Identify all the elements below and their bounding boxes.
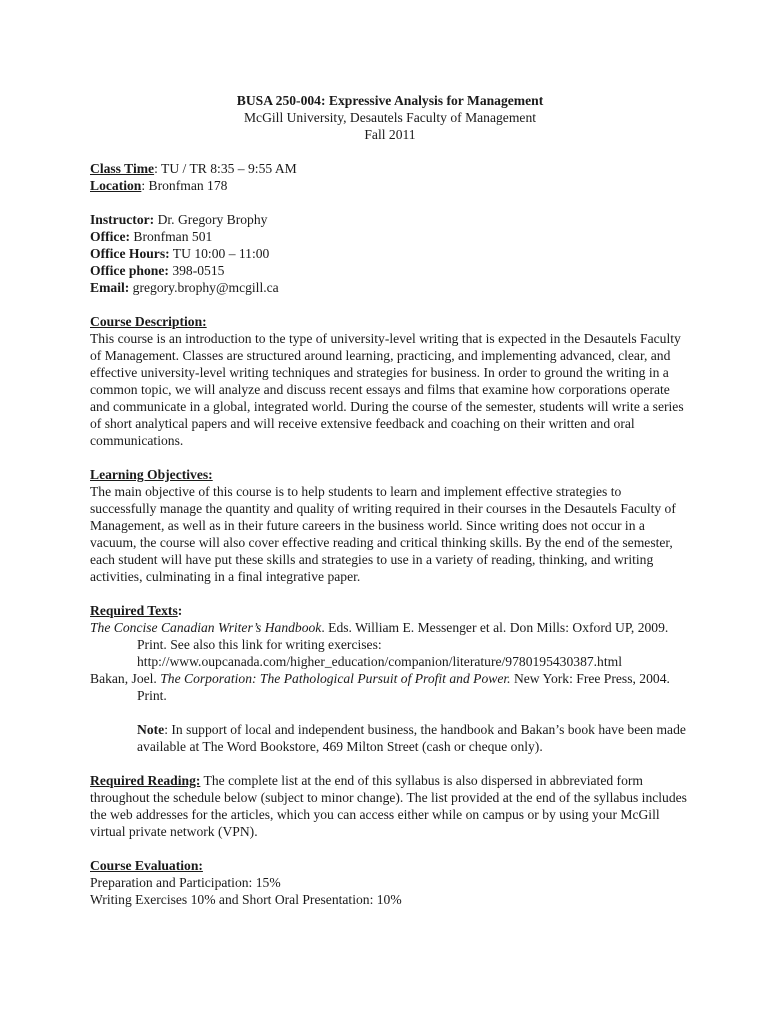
evaluation-item: Preparation and Participation: 15% bbox=[90, 875, 281, 890]
course-title: BUSA 250-004: Expressive Analysis for Management bbox=[236, 93, 544, 108]
location-label: Location bbox=[90, 178, 142, 193]
institution: McGill University, Desautels Faculty of Management bbox=[243, 110, 537, 125]
required-text-2 bbox=[90, 670, 690, 704]
office-phone-value: 398-0515 bbox=[168, 263, 225, 278]
required-reading bbox=[90, 772, 690, 840]
office-hours-label: Office Hours: bbox=[90, 246, 170, 261]
evaluation-item: Writing Exercises 10% and Short Oral Presentation: 10% bbox=[90, 892, 402, 907]
email-value: gregory.brophy@mcgill.ca bbox=[129, 280, 279, 295]
instructor-label: Instructor: bbox=[90, 212, 155, 227]
email-line bbox=[90, 279, 690, 296]
class-time-value: : TU / TR 8:35 – 9:55 AM bbox=[154, 161, 297, 176]
required-text-2-details: New York: Free Press, 2004. Print. bbox=[137, 671, 670, 703]
learning-objectives-heading: Learning Objectives: bbox=[90, 467, 213, 482]
required-text-2-title: The Corporation: The Pathological Pursuit of Profit and Power. bbox=[160, 671, 511, 686]
course-description-body: This course is an introduction to the type of university-level writing that is expected in the Desautels Faculty of Management. Classes are structured around learning, practicing, and implementing advanced, clear, and effective university-level writing techniques and strategies for business. In order to ground the writing in a common topic, we will analyze and discuss recent essays and films that examine how corporations operate and communicate in a global, integrated world. During the course of the semester, students will write a series of short analytical papers and will receive extensive feedback and coaching on their written and oral communications. bbox=[90, 331, 684, 448]
note-body: : In support of local and independent business, the handbook and Bakan’s book have been made available at The Word Bookstore, 469 Milton Street (cash or cheque only). bbox=[137, 722, 686, 754]
writing-exercises-link[interactable]: http://www.oupcanada.com/higher_education/companion/literature/9780195430387.html bbox=[137, 654, 622, 669]
required-reading-body: The complete list at the end of this syllabus is also dispersed in abbreviated form throughout the schedule below (subject to minor change). The list provided at the end of the syllabus includes the web addresses for the articles, which you can access either while on campus or by using your McGill virtual private network (VPN). bbox=[90, 773, 687, 839]
syllabus-content bbox=[90, 92, 690, 908]
required-text-1-title: The Concise Canadian Writer’s Handbook bbox=[90, 620, 322, 635]
office-hours-value: TU 10:00 – 11:00 bbox=[169, 246, 270, 261]
required-texts-heading-line bbox=[90, 602, 690, 619]
note-label: Note bbox=[137, 722, 165, 737]
office-line bbox=[90, 228, 690, 245]
course-description-heading: Course Description: bbox=[90, 314, 207, 329]
office-phone-line bbox=[90, 262, 690, 279]
email-label: Email: bbox=[90, 280, 130, 295]
bookstore-note bbox=[90, 721, 690, 755]
required-texts-colon: : bbox=[177, 603, 183, 618]
required-texts-heading: Required Texts bbox=[90, 603, 178, 618]
learning-objectives-body: The main objective of this course is to help students to learn and implement effective strategies to successfully manage the quantity and quality of writing required in their courses in the Desautels Faculty of Management, as well as in their future careers in the business world. Since writing does not occur in a vacuum, the course will also cover effective reading and critical thinking skills. By the end of the semester, each student will have put these skills and strategies to use in a variety of reading, thinking, and writing activities, culminating in a final integrative paper. bbox=[90, 484, 676, 584]
term: Fall 2011 bbox=[364, 127, 416, 142]
class-time-label: Class Time bbox=[90, 161, 155, 176]
office-value: Bronfman 501 bbox=[130, 229, 213, 244]
instructor-value: Dr. Gregory Brophy bbox=[154, 212, 268, 227]
required-text-1-details: . Eds. William E. Messenger et al. Don Mills: Oxford UP, 2009. Print. See also this link for writing exercises: bbox=[137, 620, 669, 652]
office-label: Office: bbox=[90, 229, 130, 244]
required-text-1 bbox=[90, 619, 690, 670]
required-reading-heading: Required Reading: bbox=[90, 773, 201, 788]
instructor-line bbox=[90, 211, 690, 228]
location-value: : Bronfman 178 bbox=[141, 178, 228, 193]
location-line bbox=[90, 177, 690, 194]
course-evaluation-heading: Course Evaluation: bbox=[90, 858, 203, 873]
class-time-line bbox=[90, 160, 690, 177]
required-text-2-author: Bakan, Joel. bbox=[90, 671, 161, 686]
office-phone-label: Office phone: bbox=[90, 263, 169, 278]
office-hours-line bbox=[90, 245, 690, 262]
